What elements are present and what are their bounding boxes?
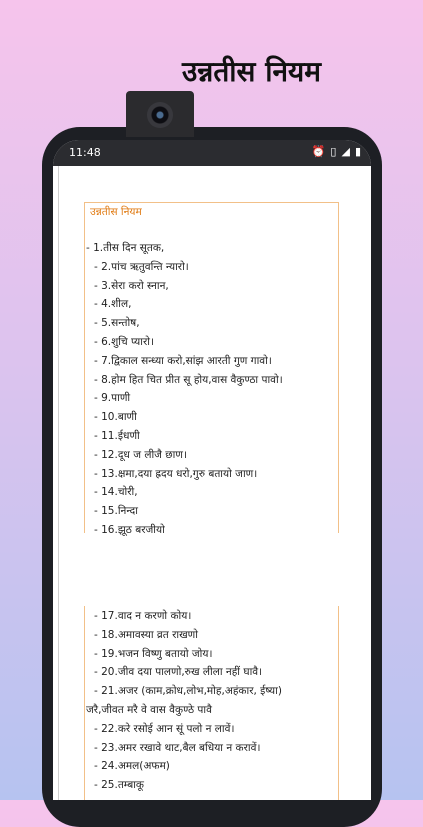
rule-item: - 16.झूठ बरजीयो	[94, 523, 165, 536]
rule-item: - 5.सन्तोष,	[94, 317, 140, 330]
alarm-icon: ⏰	[311, 145, 326, 158]
phone-screen	[53, 140, 371, 800]
document-title: उन्नतीस नियम	[90, 206, 142, 218]
rule-item: - 15.निन्दा	[94, 505, 138, 518]
rule-item: - 3.सेरा करो स्नान,	[94, 279, 169, 292]
rule-item: - 4.शील,	[94, 298, 132, 311]
rule-item: जरै,जीवत मरै वे वास वैकुण्ठे पावै	[86, 703, 212, 716]
rule-item: - 9.पाणी	[94, 392, 131, 405]
rule-item: - 17.वाद न करणो कोय।	[94, 610, 192, 622]
rule-item: - 22.करे रसोई आन सूं पलो न लावें।	[94, 722, 235, 735]
battery-icon: ▮	[354, 145, 361, 158]
rule-item: - 23.अमर रखावे थाट,बैल बधिया न करावें।	[94, 741, 261, 754]
rule-item: - 19.भजन विष्णु बतायो जोय।	[94, 647, 213, 660]
wifi-icon: ◢	[341, 145, 350, 158]
rule-item: - 12.दूध ज लीजै छाण।	[94, 448, 187, 461]
rule-item: - 14.चोरी,	[94, 486, 138, 499]
camera-lens-icon	[147, 102, 173, 128]
page1-rule-list	[86, 239, 283, 540]
rule-item: - 20.जीव दया पालणो,रुख लीला नहीं घावै।	[94, 666, 263, 679]
page2-rule-list	[86, 607, 282, 795]
rule-item: - 13.क्षमा,दया ह्रदय धरो,गुरु बतायो जाण।	[94, 467, 258, 480]
rule-item: - 11.ईधणी	[94, 429, 140, 442]
rule-item: - 7.द्विकाल सन्ध्या करो,सांझ आरती गुण गावो।	[94, 354, 272, 367]
status-bar	[53, 140, 371, 166]
rule-item: - 18.अमावस्या व्रत राखणो	[94, 628, 198, 641]
vibrate-icon: ▯	[330, 145, 337, 158]
rule-item: - 8.होम हित चित प्रीत सू होय,वास वैकुण्ठा पावो।	[94, 373, 283, 386]
popup-camera	[126, 91, 194, 137]
rule-item: - 25.तम्बाकू	[94, 779, 145, 792]
rule-item: - 21.अजर (काम,क्रोध,लोभ,मोह,अहंकार, ईष्या)	[94, 685, 282, 698]
rule-item: - 1.तीस दिन सूतक,	[86, 242, 165, 254]
status-icons	[312, 145, 361, 159]
rule-item: - 6.शुचि प्यारो।	[94, 335, 154, 348]
rule-item: - 24.अमल(अफम)	[94, 760, 170, 773]
document-edge	[58, 166, 59, 800]
status-time: 11:48	[69, 146, 101, 159]
rule-item: - 2.पांच ऋतुवन्ति न्यारो।	[94, 260, 189, 273]
promo-headline: उन्नतीस नियम	[182, 55, 321, 88]
rule-item: - 10.बाणी	[94, 411, 137, 424]
